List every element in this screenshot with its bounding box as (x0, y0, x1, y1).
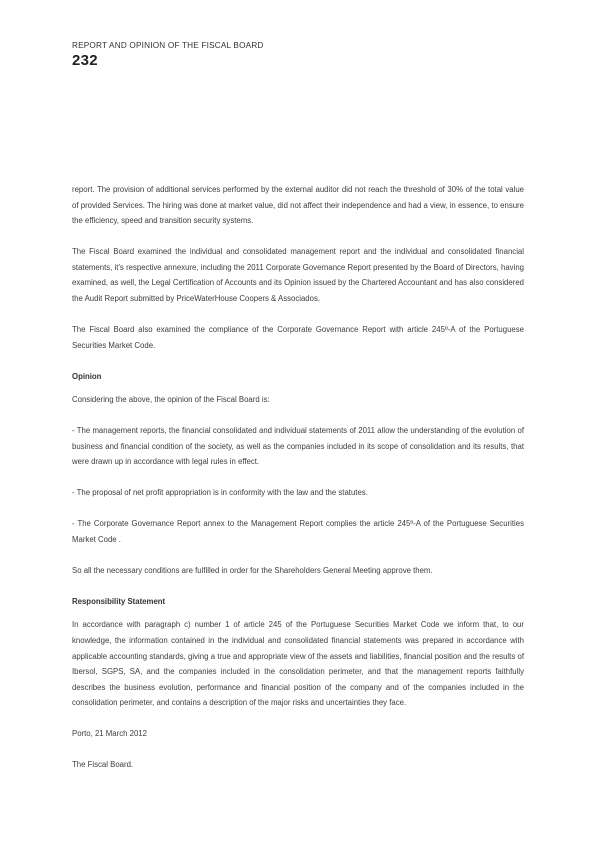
opinion-item-governance-report: - The Corporate Governance Report annex to the Management Report complies the article 245º-A of the Portuguese Securities Market Code . (72, 519, 524, 544)
page-header (72, 41, 264, 69)
place-date: Porto, 21 March 2012 (72, 729, 147, 739)
responsibility-heading: Responsibility Statement (72, 596, 166, 606)
paragraph-examination: The Fiscal Board examined the individual and consolidated management report and the individual and consolidated financial statements, it's respective annexure, including the 2011 Corporate Governance Report presented by the Board of Directors, having examined, as well, the Legal Certification of Accounts and its Opinion issued by the Chartered Accountant and has also considered the Audit Report submitted by PriceWaterHouse Coopers & Associados. (72, 247, 524, 303)
paragraph-opinion-intro: Considering the above, the opinion of the Fiscal Board is: (72, 395, 270, 405)
opinion-item-net-profit: - The proposal of net profit appropriation is in conformity with the law and the statutes. (72, 488, 368, 498)
signature: The Fiscal Board. (72, 760, 134, 770)
opinion-heading: Opinion (72, 371, 102, 381)
paragraph-additional-services: report. The provision of additional services performed by the external auditor did not reach the threshold of 30% of the total value of provided Services. The hiring was done at market value, did not affect their independence and had a view, in essence, to ensure the efficiency, speed and transition security systems. (72, 185, 524, 226)
section-title: REPORT AND OPINION OF THE FISCAL BOARD (72, 41, 264, 50)
paragraph-responsibility: In accordance with paragraph c) number 1 of article 245 of the Portuguese Securities Market Code we inform that, to our knowledge, the information contained in the individual and consolidated financial statements was prepared in accordance with applicable accounting standards, giving a true and appropriate view of the assets and liabilities, financial position and the results of Ibersol, SGPS, SA, and the companies included in the consolidation perimeter, and that the management reports faithfully describes the business evolution, performance and financial position of the company and of the companies included in the consolidation perimeter, and contains a description of the major risks and uncertainties they face. (72, 620, 524, 708)
report-body (72, 182, 524, 788)
paragraph-compliance: The Fiscal Board also examined the compliance of the Corporate Governance Report with article 245º-A of the Portuguese Securities Market Code. (72, 324, 524, 350)
page-number: 232 (72, 52, 98, 69)
paragraph-conclusion: So all the necessary conditions are fulfilled in order for the Shareholders General Meeting approve them. (72, 565, 433, 575)
opinion-item-management-reports: - The management reports, the financial consolidated and individual statements of 2011 allow the understanding of the evolution of business and financial condition of the society, as well as the companies included in its scope of consolidation and its results, that were drawn up in accordance with legal rules in effect. (72, 426, 524, 467)
